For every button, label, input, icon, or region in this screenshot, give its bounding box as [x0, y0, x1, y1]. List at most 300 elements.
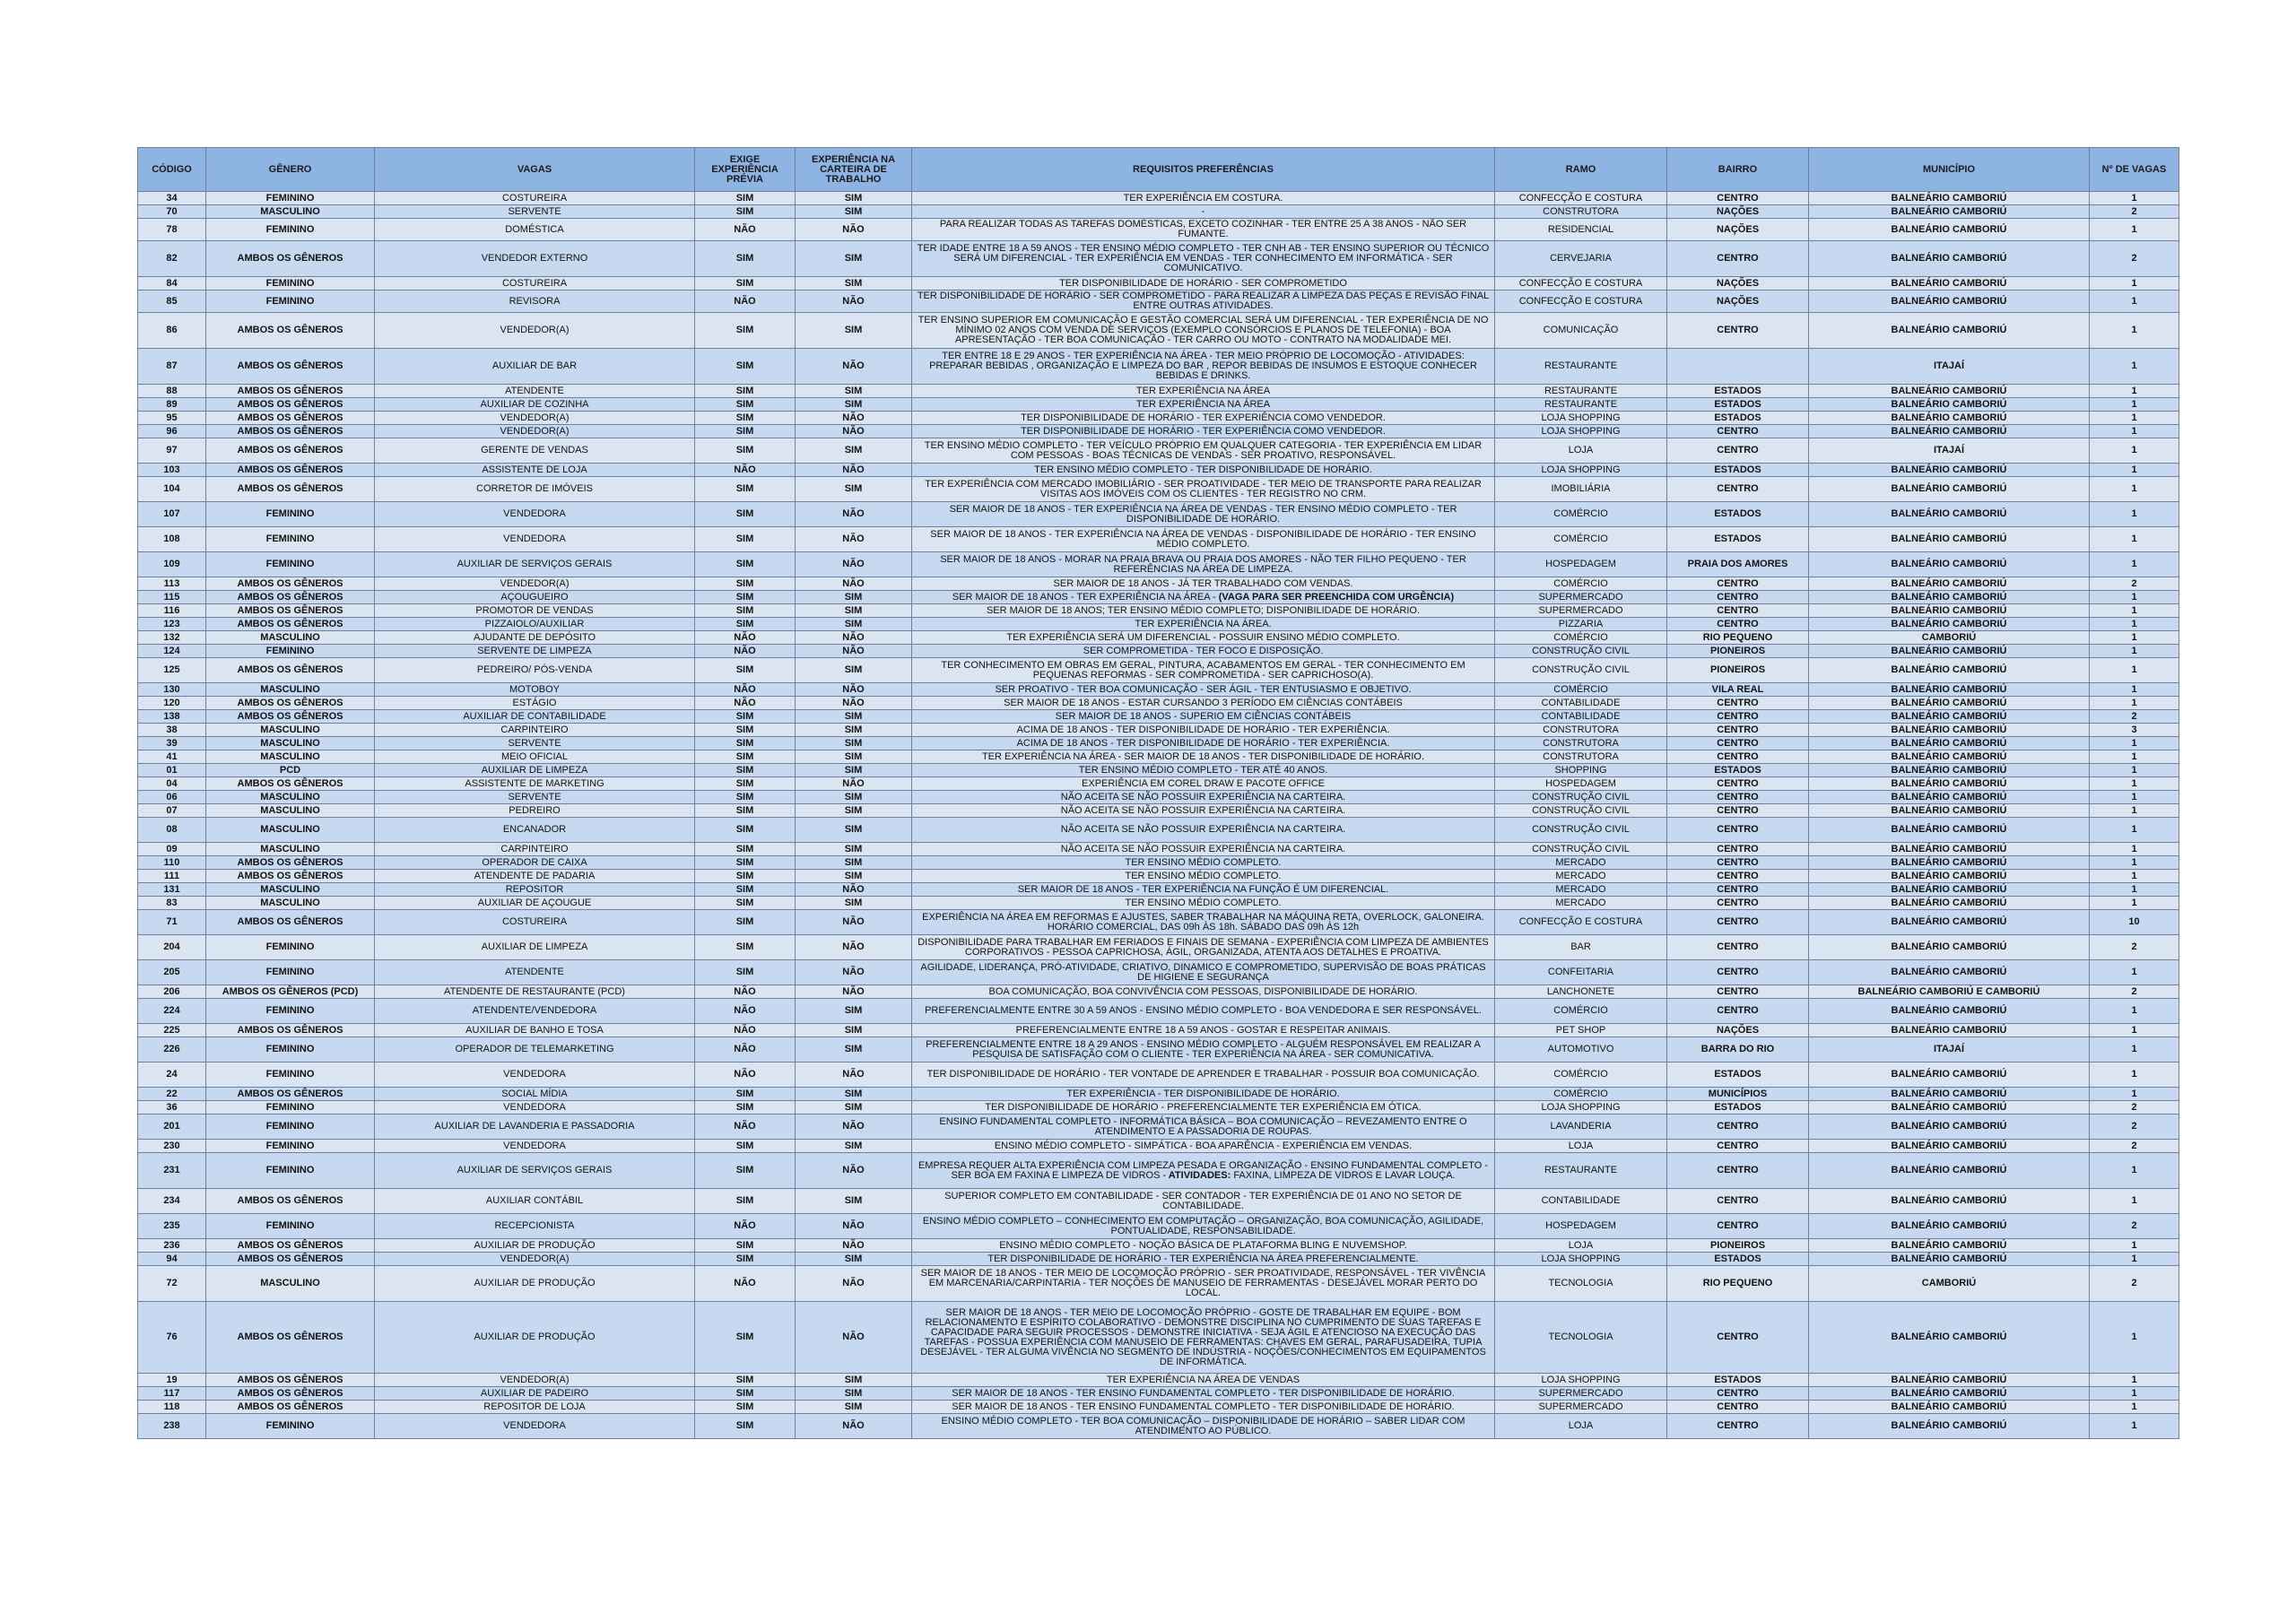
cell-exige-experiencia-text: SIM	[735, 1165, 754, 1175]
cell-codigo	[138, 1387, 206, 1401]
cell-ramo	[1495, 804, 1667, 818]
cell-exige-experiencia-text: NÃO	[734, 631, 756, 643]
cell-codigo	[138, 1253, 206, 1266]
cell-codigo-text: 107	[163, 508, 180, 519]
cell-bairro	[1667, 1414, 1809, 1439]
cell-n-vagas-text: 1	[2131, 791, 2137, 802]
cell-codigo	[138, 1401, 206, 1414]
cell-municipio	[1809, 241, 2090, 277]
table-row	[138, 604, 2179, 618]
cell-experiencia-carteira	[796, 737, 912, 750]
cell-bairro-text: CENTRO	[1717, 445, 1759, 455]
cell-bairro-text: CENTRO	[1717, 253, 1759, 264]
cell-requisitos	[912, 1374, 1495, 1387]
cell-n-vagas	[2090, 804, 2179, 818]
cell-codigo	[138, 631, 206, 645]
cell-n-vagas	[2090, 1374, 2179, 1387]
cell-bairro-text: CENTRO	[1717, 967, 1759, 977]
cell-exige-experiencia-text: SIM	[735, 508, 754, 519]
cell-requisitos-text: EMPRESA REQUER ALTA EXPERIÊNCIA COM LIMPEZA PESADA E ORGANIZAÇÃO - ENSINO FUNDAMENTAL COMPLETO - SER BOA EM FAXINA E LIMPEZA DE VIDROS -	[918, 1159, 1489, 1181]
cell-genero	[206, 818, 375, 843]
cell-municipio	[1809, 1266, 2090, 1302]
cell-ramo	[1495, 1374, 1667, 1387]
cell-vaga	[375, 241, 695, 277]
cell-exige-experiencia-text: SIM	[735, 192, 754, 204]
cell-experiencia-carteira-text: SIM	[844, 750, 863, 762]
cell-requisitos-text: NÃO ACEITA SE NÃO POSSUIR EXPERIÊNCIA NA CARTEIRA.	[1060, 843, 1346, 854]
cell-municipio	[1809, 1239, 2090, 1253]
cell-vaga	[375, 1189, 695, 1214]
cell-genero	[206, 697, 375, 710]
cell-municipio-text: BALNEÁRIO CAMBORIÚ	[1891, 870, 2007, 881]
cell-n-vagas-text: 1	[2131, 1005, 2137, 1016]
cell-municipio-text: CAMBORIÚ	[1921, 631, 1977, 643]
cell-municipio	[1809, 577, 2090, 591]
cell-exige-experiencia	[695, 804, 796, 818]
cell-requisitos-text: TER DISPONIBILIDADE DE HORÁRIO - TER EXPERIÊNCIA COMO VENDEDOR.	[1021, 425, 1386, 437]
cell-ramo	[1495, 1140, 1667, 1153]
cell-vaga	[375, 710, 695, 724]
cell-bairro	[1667, 1374, 1809, 1387]
cell-experiencia-carteira	[796, 818, 912, 843]
cell-vaga-text: AUXILIAR CONTÁBIL	[485, 1195, 584, 1206]
cell-bairro-text: CENTRO	[1717, 604, 1759, 616]
cell-vaga-text: AJUDANTE DE DEPÓSITO	[473, 631, 596, 643]
cell-exige-experiencia-text: SIM	[735, 398, 754, 410]
cell-vaga	[375, 577, 695, 591]
cell-genero-text: FEMININO	[265, 1121, 315, 1132]
cell-ramo	[1495, 1024, 1667, 1037]
cell-codigo	[138, 205, 206, 219]
cell-n-vagas	[2090, 764, 2179, 777]
cell-n-vagas	[2090, 349, 2179, 385]
cell-municipio-text: BALNEÁRIO CAMBORIÚ	[1891, 412, 2007, 423]
cell-municipio-text: BALNEÁRIO CAMBORIÚ	[1891, 559, 2007, 569]
cell-bairro-text: CENTRO	[1717, 1121, 1759, 1132]
cell-vaga-text: SERVENTE	[508, 205, 561, 217]
cell-bairro	[1667, 1189, 1809, 1214]
cell-ramo-text: COMÉRCIO	[1553, 631, 1608, 643]
cell-requisitos	[912, 552, 1495, 577]
table-row	[138, 856, 2179, 870]
cell-bairro	[1667, 658, 1809, 683]
cell-experiencia-carteira	[796, 1387, 912, 1401]
cell-genero	[206, 843, 375, 856]
cell-vaga	[375, 764, 695, 777]
cell-bairro	[1667, 777, 1809, 791]
cell-ramo-text: COMÉRCIO	[1553, 577, 1608, 589]
cell-experiencia-carteira	[796, 477, 912, 502]
cell-genero	[206, 1024, 375, 1037]
cell-ramo	[1495, 870, 1667, 883]
cell-exige-experiencia	[695, 1214, 796, 1239]
cell-exige-experiencia	[695, 910, 796, 935]
cell-exige-experiencia-text: SIM	[735, 591, 754, 603]
cell-n-vagas-text: 1	[2131, 425, 2137, 437]
cell-ramo-text: HOSPEDAGEM	[1545, 559, 1616, 569]
table-row	[138, 1063, 2179, 1088]
cell-bairro-text: CENTRO	[1717, 777, 1759, 789]
cell-bairro	[1667, 241, 1809, 277]
cell-requisitos-text: TER CONHECIMENTO EM OBRAS EM GERAL, PINTURA, ACABAMENTOS EM GERAL - TER CONHECIMENTO EM PEQUENAS REFORMAS - SER COMPROMETIDA - SER CAPRICHOSO(A).	[941, 659, 1465, 681]
cell-experiencia-carteira-text: NÃO	[842, 631, 865, 643]
cell-requisitos-text: EXPERIÊNCIA EM COREL DRAW E PACOTE OFFICE	[1082, 777, 1325, 789]
cell-ramo	[1495, 1214, 1667, 1239]
cell-exige-experiencia	[695, 1063, 796, 1088]
cell-codigo-text: 236	[163, 1239, 180, 1251]
cell-exige-experiencia	[695, 291, 796, 313]
cell-experiencia-carteira	[796, 1401, 912, 1414]
cell-ramo-text: CONTABILIDADE	[1541, 1195, 1621, 1206]
cell-n-vagas	[2090, 1239, 2179, 1253]
cell-vaga	[375, 1414, 695, 1439]
cell-ramo-text: LOJA	[1568, 1140, 1594, 1151]
cell-municipio-text: BALNEÁRIO CAMBORIÚ	[1891, 1069, 2007, 1080]
col-bairro: BAIRRO	[1667, 148, 1809, 192]
cell-municipio-text: BALNEÁRIO CAMBORIÚ	[1891, 1140, 2007, 1151]
cell-experiencia-carteira-text: SIM	[844, 1195, 863, 1206]
cell-ramo-text: RESTAURANTE	[1544, 360, 1618, 371]
cell-requisitos	[912, 277, 1495, 291]
cell-experiencia-carteira	[796, 313, 912, 349]
table-row	[138, 591, 2179, 604]
cell-ramo-text: PET SHOP	[1555, 1024, 1606, 1036]
cell-codigo-text: 08	[166, 824, 178, 835]
cell-municipio-text: BALNEÁRIO CAMBORIÚ	[1891, 764, 2007, 776]
cell-codigo	[138, 1266, 206, 1302]
cell-exige-experiencia	[695, 604, 796, 618]
table-row	[138, 737, 2179, 750]
cell-ramo	[1495, 192, 1667, 205]
cell-experiencia-carteira	[796, 750, 912, 764]
cell-requisitos	[912, 385, 1495, 398]
cell-exige-experiencia	[695, 1024, 796, 1037]
cell-municipio	[1809, 1374, 2090, 1387]
cell-n-vagas	[2090, 604, 2179, 618]
cell-experiencia-carteira	[796, 985, 912, 999]
cell-codigo	[138, 999, 206, 1024]
cell-experiencia-carteira-text: NÃO	[842, 645, 865, 656]
cell-bairro-text: CENTRO	[1717, 325, 1759, 335]
cell-exige-experiencia	[695, 1115, 796, 1140]
table-row	[138, 897, 2179, 910]
col-municipio: MUNICÍPIO	[1809, 148, 2090, 192]
cell-vaga	[375, 791, 695, 804]
cell-exige-experiencia	[695, 502, 796, 527]
cell-ramo-text: LOJA SHOPPING	[1541, 464, 1621, 475]
cell-municipio	[1809, 502, 2090, 527]
cell-codigo-text: 130	[163, 683, 180, 695]
cell-bairro-text: CENTRO	[1717, 1195, 1759, 1206]
cell-n-vagas	[2090, 960, 2179, 985]
cell-experiencia-carteira	[796, 412, 912, 425]
cell-n-vagas-text: 1	[2131, 1374, 2137, 1385]
cell-municipio	[1809, 631, 2090, 645]
cell-ramo	[1495, 1063, 1667, 1088]
cell-exige-experiencia-text: SIM	[735, 664, 754, 675]
cell-municipio	[1809, 710, 2090, 724]
table-row	[138, 1115, 2179, 1140]
cell-codigo-text: 04	[166, 777, 178, 789]
table-row	[138, 1266, 2179, 1302]
cell-ramo-text: LOJA	[1568, 1420, 1594, 1431]
cell-exige-experiencia	[695, 1401, 796, 1414]
cell-ramo-text: LOJA	[1568, 1239, 1594, 1251]
job-table	[137, 147, 2179, 1439]
cell-genero	[206, 1387, 375, 1401]
cell-n-vagas	[2090, 1037, 2179, 1063]
cell-experiencia-carteira-text: NÃO	[842, 1121, 865, 1132]
cell-bairro	[1667, 591, 1809, 604]
cell-vaga-text: AUXILIAR DE SERVIÇOS GERAIS	[457, 559, 613, 569]
cell-bairro	[1667, 843, 1809, 856]
cell-codigo	[138, 724, 206, 737]
cell-bairro	[1667, 502, 1809, 527]
cell-n-vagas-text: 1	[2131, 223, 2137, 235]
cell-exige-experiencia-text: SIM	[735, 1420, 754, 1431]
table-row	[138, 777, 2179, 791]
cell-ramo	[1495, 385, 1667, 398]
cell-exige-experiencia-text: SIM	[735, 883, 754, 895]
table-row	[138, 1153, 2179, 1189]
cell-codigo-text: 206	[163, 985, 180, 997]
cell-codigo-text: 115	[163, 591, 180, 603]
cell-bairro-text: CENTRO	[1717, 985, 1759, 997]
cell-exige-experiencia	[695, 1189, 796, 1214]
cell-bairro	[1667, 710, 1809, 724]
cell-bairro-text: CENTRO	[1717, 192, 1759, 204]
cell-exige-experiencia-text: SIM	[735, 533, 754, 544]
cell-experiencia-carteira	[796, 1024, 912, 1037]
cell-vaga	[375, 398, 695, 412]
cell-bairro-text: RIO PEQUENO	[1702, 1278, 1773, 1288]
cell-genero-text: AMBOS OS GÊNEROS	[237, 1374, 344, 1385]
cell-requisitos	[912, 777, 1495, 791]
table-row	[138, 1140, 2179, 1153]
cell-genero-text: AMBOS OS GÊNEROS	[237, 664, 344, 675]
cell-experiencia-carteira-text: SIM	[844, 1005, 863, 1016]
cell-ramo	[1495, 604, 1667, 618]
table-row	[138, 219, 2179, 241]
cell-vaga	[375, 1401, 695, 1414]
cell-codigo-text: 34	[166, 192, 178, 204]
cell-experiencia-carteira-text: SIM	[844, 604, 863, 616]
cell-n-vagas-text: 1	[2131, 445, 2137, 455]
cell-municipio-text: BALNEÁRIO CAMBORIÚ	[1891, 941, 2007, 952]
cell-experiencia-carteira-text: SIM	[844, 1387, 863, 1399]
table-row	[138, 710, 2179, 724]
cell-n-vagas	[2090, 291, 2179, 313]
cell-requisitos	[912, 219, 1495, 241]
cell-municipio	[1809, 1189, 2090, 1214]
cell-requisitos	[912, 1214, 1495, 1239]
cell-codigo-text: 225	[163, 1024, 180, 1036]
cell-ramo-text: MERCADO	[1555, 897, 1606, 908]
cell-bairro	[1667, 856, 1809, 870]
cell-vaga-text: PIZZAIOLO/AUXILIAR	[484, 618, 585, 629]
cell-bairro-text: ESTADOS	[1714, 764, 1761, 776]
cell-genero	[206, 192, 375, 205]
cell-codigo	[138, 960, 206, 985]
cell-vaga	[375, 737, 695, 750]
cell-genero-text: MASCULINO	[260, 1278, 320, 1288]
cell-codigo-text: 94	[166, 1253, 178, 1264]
cell-experiencia-carteira	[796, 1140, 912, 1153]
cell-municipio	[1809, 1401, 2090, 1414]
cell-codigo-text: 71	[166, 916, 178, 927]
cell-genero	[206, 477, 375, 502]
cell-municipio	[1809, 870, 2090, 883]
cell-experiencia-carteira-text: SIM	[844, 1101, 863, 1113]
cell-bairro	[1667, 870, 1809, 883]
cell-n-vagas	[2090, 313, 2179, 349]
cell-genero-text: MASCULINO	[260, 883, 320, 895]
cell-bairro-text: PIONEIROS	[1709, 1239, 1766, 1251]
cell-vaga	[375, 1115, 695, 1140]
cell-codigo-text: 224	[163, 1005, 180, 1016]
cell-municipio-text: BALNEÁRIO CAMBORIÚ	[1891, 1239, 2007, 1251]
table-row	[138, 1101, 2179, 1115]
cell-bairro	[1667, 935, 1809, 960]
cell-vaga-text: AUXILIAR DE PRODUÇÃO	[474, 1239, 596, 1251]
cell-codigo	[138, 897, 206, 910]
cell-ramo-text: COMÉRCIO	[1553, 1088, 1608, 1099]
cell-vaga	[375, 349, 695, 385]
cell-genero-text: MASCULINO	[260, 737, 320, 749]
cell-requisitos	[912, 192, 1495, 205]
cell-requisitos	[912, 477, 1495, 502]
cell-codigo-text: 113	[163, 577, 180, 589]
cell-municipio	[1809, 425, 2090, 438]
cell-vaga	[375, 985, 695, 999]
cell-vaga-text: REVISORA	[509, 295, 561, 307]
cell-codigo-text: 117	[163, 1387, 180, 1399]
cell-experiencia-carteira-text: SIM	[844, 843, 863, 854]
cell-n-vagas	[2090, 777, 2179, 791]
cell-genero-text: AMBOS OS GÊNEROS	[237, 253, 344, 264]
cell-codigo	[138, 464, 206, 477]
cell-ramo-text: RESTAURANTE	[1544, 385, 1618, 396]
cell-municipio-text: ITAJAÍ	[1933, 445, 1965, 455]
cell-n-vagas-text: 1	[2131, 683, 2137, 695]
cell-codigo	[138, 385, 206, 398]
cell-bairro-text: BARRA DO RIO	[1700, 1044, 1775, 1054]
cell-n-vagas	[2090, 1063, 2179, 1088]
cell-experiencia-carteira-text: SIM	[844, 764, 863, 776]
cell-requisitos	[912, 856, 1495, 870]
cell-n-vagas-text: 1	[2131, 277, 2137, 289]
cell-exige-experiencia-text: SIM	[735, 737, 754, 749]
cell-ramo	[1495, 818, 1667, 843]
cell-vaga-text: ATENDENTE	[505, 385, 564, 396]
cell-codigo-text: 226	[163, 1044, 180, 1054]
cell-n-vagas-text: 1	[2131, 856, 2137, 868]
cell-experiencia-carteira	[796, 1374, 912, 1387]
cell-codigo	[138, 1374, 206, 1387]
cell-bairro	[1667, 897, 1809, 910]
cell-experiencia-carteira-text: SIM	[844, 1088, 863, 1099]
cell-ramo	[1495, 527, 1667, 552]
cell-exige-experiencia	[695, 591, 796, 604]
cell-bairro-text: CENTRO	[1717, 941, 1759, 952]
cell-n-vagas	[2090, 750, 2179, 764]
col-experiencia-carteira: EXPERIÊNCIA NA CARTEIRA DE TRABALHO	[796, 148, 912, 192]
cell-bairro	[1667, 999, 1809, 1024]
cell-municipio	[1809, 1153, 2090, 1189]
cell-experiencia-carteira	[796, 1115, 912, 1140]
cell-municipio	[1809, 897, 2090, 910]
cell-genero-text: AMBOS OS GÊNEROS	[237, 591, 344, 603]
cell-ramo	[1495, 1101, 1667, 1115]
cell-municipio-text: ITAJAÍ	[1933, 1044, 1965, 1054]
cell-ramo-text: MERCADO	[1555, 870, 1606, 881]
cell-bairro	[1667, 398, 1809, 412]
cell-requisitos	[912, 618, 1495, 631]
cell-requisitos	[912, 241, 1495, 277]
cell-ramo-text: CONSTRUTORA	[1543, 737, 1619, 749]
cell-municipio-text: BALNEÁRIO CAMBORIÚ	[1891, 1253, 2007, 1264]
cell-bairro-text: CENTRO	[1717, 724, 1759, 735]
cell-n-vagas	[2090, 577, 2179, 591]
cell-n-vagas	[2090, 277, 2179, 291]
cell-municipio-text: BALNEÁRIO CAMBORIÚ	[1891, 843, 2007, 854]
cell-bairro-text: VILA REAL	[1711, 683, 1764, 695]
cell-experiencia-carteira-text: NÃO	[842, 533, 865, 544]
cell-codigo	[138, 1101, 206, 1115]
cell-requisitos	[912, 1266, 1495, 1302]
cell-experiencia-carteira-text: SIM	[844, 325, 863, 335]
cell-requisitos-text: AGILIDADE, LIDERANÇA, PRÓ-ATIVIDADE, CRIATIVO, DINAMICO E COMPROMETIDO, SUPERVISÃO DE BOAS PRÁTICAS DE HIGIENE E SEGURANÇA	[920, 961, 1486, 983]
cell-vaga-text: ASSISTENTE DE MARKETING	[465, 777, 604, 789]
cell-vaga	[375, 870, 695, 883]
cell-ramo	[1495, 658, 1667, 683]
cell-bairro	[1667, 791, 1809, 804]
cell-bairro	[1667, 604, 1809, 618]
cell-requisitos	[912, 412, 1495, 425]
cell-exige-experiencia	[695, 552, 796, 577]
cell-bairro-text: CENTRO	[1717, 710, 1759, 722]
cell-vaga-text: ENCANADOR	[502, 824, 567, 835]
cell-bairro-text: NAÇÕES	[1716, 277, 1760, 289]
cell-vaga-text: SOCIAL MÍDIA	[501, 1088, 568, 1099]
cell-codigo-text: 104	[163, 483, 180, 494]
cell-municipio	[1809, 349, 2090, 385]
cell-genero-text: FEMININO	[265, 1420, 315, 1431]
table-row	[138, 398, 2179, 412]
cell-genero	[206, 577, 375, 591]
cell-municipio-text: BALNEÁRIO CAMBORIÚ	[1891, 967, 2007, 977]
cell-genero	[206, 398, 375, 412]
cell-vaga-text: CARPINTEIRO	[500, 843, 569, 854]
cell-ramo	[1495, 477, 1667, 502]
cell-ramo	[1495, 1037, 1667, 1063]
cell-requisitos	[912, 897, 1495, 910]
cell-exige-experiencia-text: SIM	[735, 967, 754, 977]
cell-bairro	[1667, 724, 1809, 737]
table-row	[138, 883, 2179, 897]
cell-genero	[206, 1153, 375, 1189]
cell-requisitos	[912, 1088, 1495, 1101]
cell-exige-experiencia	[695, 897, 796, 910]
cell-bairro	[1667, 205, 1809, 219]
cell-codigo	[138, 502, 206, 527]
table-row	[138, 577, 2179, 591]
cell-exige-experiencia-text: NÃO	[734, 645, 756, 656]
cell-vaga-text: REPOSITOR DE LOJA	[483, 1401, 586, 1412]
cell-exige-experiencia	[695, 477, 796, 502]
cell-n-vagas	[2090, 897, 2179, 910]
cell-bairro	[1667, 313, 1809, 349]
